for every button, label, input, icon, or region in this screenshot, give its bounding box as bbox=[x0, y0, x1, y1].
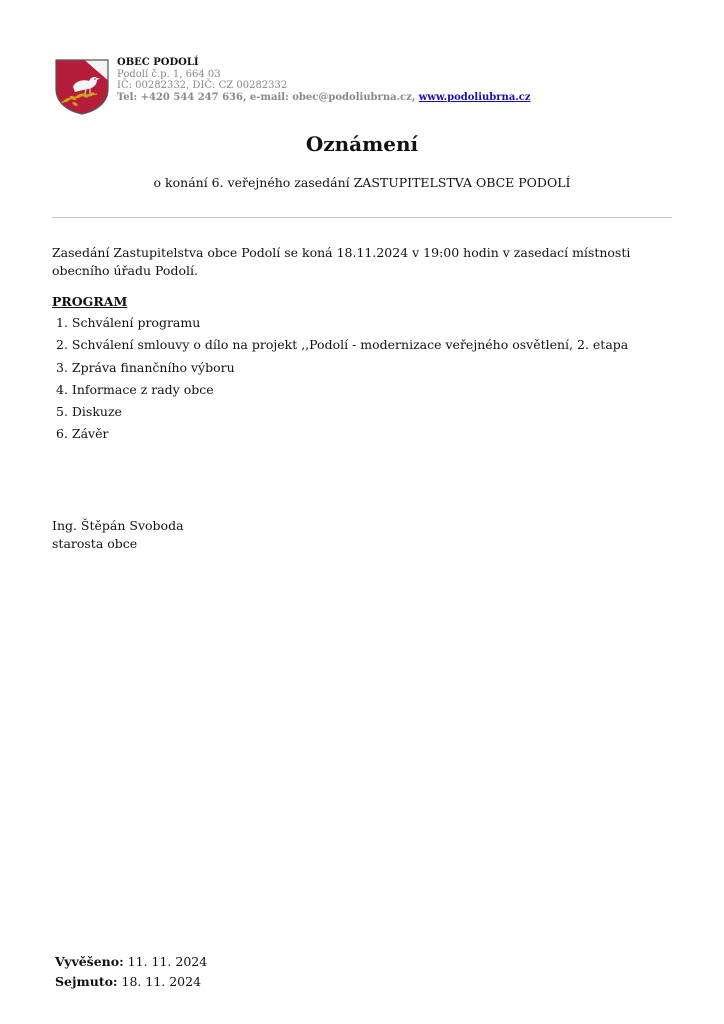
intro-paragraph: Zasedání Zastupitelstva obce Podolí se koná 18.11.2024 v 19:00 hodin v zasedací místnosti obecního úřadu Podolí. bbox=[52, 245, 631, 278]
municipality-address: Podolí č.p. 1, 664 03 bbox=[117, 68, 221, 80]
program-heading: PROGRAM bbox=[52, 294, 128, 309]
posted-label: Vyvěšeno: bbox=[55, 954, 124, 969]
signatory-name: Ing. Štěpán Svoboda bbox=[52, 518, 184, 533]
posted-date: 11. 11. 2024 bbox=[123, 954, 208, 969]
program-item: 2. Schválení smlouvy o dílo na projekt ,,Podolí - modernizace veřejného osvětlení, 2. etapa bbox=[56, 337, 629, 353]
posted-line bbox=[55, 952, 207, 972]
signature-block bbox=[52, 517, 184, 553]
program-list bbox=[56, 314, 628, 448]
municipality-ids: IČ: 00282332, DIČ: CZ 00282332 bbox=[117, 80, 288, 91]
program-item: 4. Informace z rady obce bbox=[56, 381, 214, 397]
divider bbox=[52, 217, 672, 218]
signatory-role: starosta obce bbox=[52, 536, 138, 551]
contact-text: Tel: +420 544 247 636, e-mail: obec@podoliubrna.cz, bbox=[117, 91, 419, 103]
posting-dates bbox=[55, 952, 207, 992]
program-item: 5. Diskuze bbox=[56, 404, 122, 420]
program-item: 3. Zpráva finančního výboru bbox=[56, 359, 235, 375]
program-item: 6. Závěr bbox=[56, 426, 109, 442]
removed-label: Sejmuto: bbox=[55, 974, 118, 989]
page-subtitle: o konání 6. veřejného zasedání ZASTUPITELSTVA OBCE PODOLÍ bbox=[153, 175, 571, 190]
removed-line bbox=[55, 972, 207, 992]
municipality-contact-line bbox=[117, 92, 531, 104]
letterhead-text bbox=[117, 57, 531, 115]
page-title: Oznámení bbox=[305, 132, 419, 156]
letterhead bbox=[53, 57, 531, 115]
website-link[interactable]: www.podoliubrna.cz bbox=[418, 91, 531, 103]
municipality-name: OBEC PODOLÍ bbox=[117, 57, 199, 68]
coat-of-arms-icon bbox=[53, 57, 111, 115]
removed-date: 18. 11. 2024 bbox=[117, 974, 202, 989]
program-item: 1. Schválení programu bbox=[56, 315, 201, 330]
